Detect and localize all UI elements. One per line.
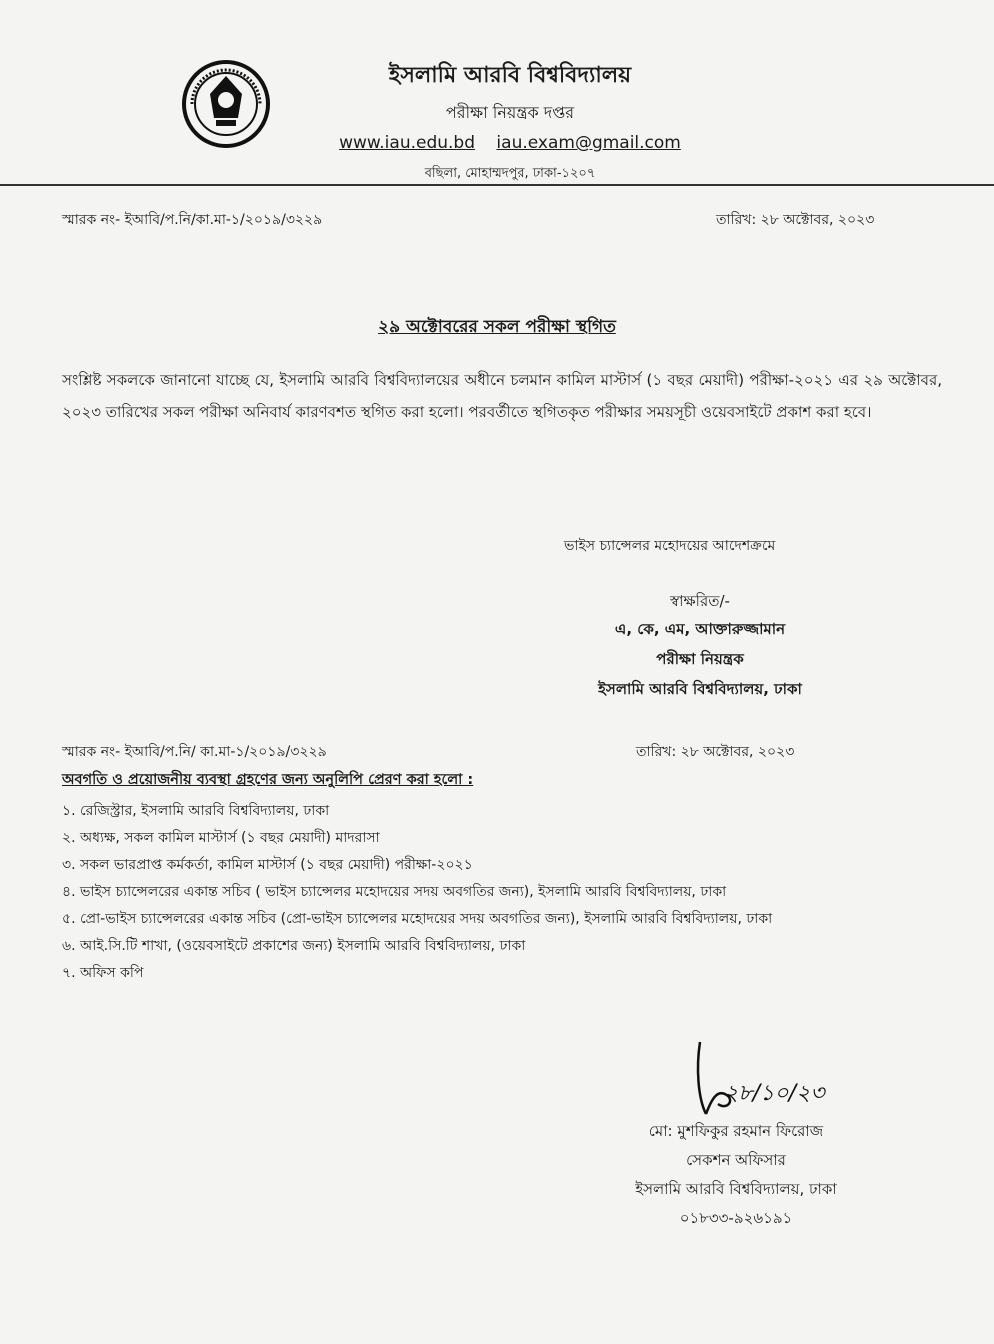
list-item: ৪. ভাইস চ্যান্সেলরের একান্ত সচিব ( ভাইস চ্যান্সেলর মহোদয়ের সদয় অবগতির জন্য), ইসলামি আরবি বিশ্ববিদ্যালয়, ঢাকা: [62, 884, 727, 900]
officer-phone: ০১৮৩৩-৯২৬১৯১: [679, 1209, 793, 1227]
signatory-name: এ, কে, এম, আক্তারুজ্জামান: [614, 620, 786, 638]
list-item: ৬. আই.সি.টি শাখা, (ওয়েবসাইটে প্রকাশের জন্য) ইসলামি আরবি বিশ্ববিদ্যালয়, ঢাকা: [62, 938, 526, 954]
signatory-block: [540, 590, 860, 708]
officer-designation: সেকশন অফিসার: [686, 1151, 786, 1169]
university-address: বছিলা, মোহাম্মদপুর, ঢাকা-১২০৭: [424, 166, 596, 181]
notice-subject: [0, 314, 994, 342]
university-name: ইসলামি আরবি বিশ্ববিদ্যালয়: [388, 63, 632, 88]
memo-date: তারিখ: ২৮ অক্টোবর, ২০২৩: [716, 212, 875, 228]
office-name: পরীক্ষা নিয়ন্ত্রক দপ্তর: [445, 103, 575, 122]
copy-heading: অবগতি ও প্রয়োজনীয় ব্যবস্থা গ্রহণের জন্য অনুলিপি প্রেরণ করা হলো :: [62, 772, 474, 788]
copy-memo-date: তারিখ: ২৮ অক্টোবর, ২০২৩: [636, 744, 795, 760]
memo-reference: স্মারক নং- ইআবি/প.নি/কা.মা-১/২০১৯/৩২২৯: [62, 212, 323, 228]
notice-body: সংশ্লিষ্ট সকলকে জানানো যাচ্ছে যে, ইসলামি আরবি বিশ্ববিদ্যালয়ের অধীনে চলমান কামিল মাস্টার্স (১ বছর মেয়াদী) পরীক্ষা-২০২১ এর ২৯ অক্টোবর, ২০২৩ তারিখের সকল পরীক্ষা অনিবার্য কারণবশত স্থগিত করা হলো। পরবর্তীতে স্থগিতকৃত পরীক্ষার সময়সূচী ওয়েবসাইটে প্রকাশ করা হবে।: [62, 371, 942, 421]
officer-name: মো: মুশফিকুর রহমান ফিরোজ: [648, 1122, 824, 1140]
notice-subject-text: ২৯ অক্টোবরের সকল পরীক্ষা স্থগিত: [378, 317, 616, 337]
list-item: ১. রেজিস্ট্রার, ইসলামি আরবি বিশ্ববিদ্যালয়, ঢাকা: [62, 803, 330, 819]
officer-org: ইসলামি আরবি বিশ্ববিদ্যালয়, ঢাকা: [635, 1180, 837, 1198]
signatory-designation: পরীক্ষা নিয়ন্ত্রক: [656, 650, 744, 668]
handwritten-date: ২৮/১০/২৩: [724, 1081, 825, 1106]
order-line: ভাইস চ্যান্সেলর মহোদয়ের আদেশক্রমে: [564, 538, 776, 554]
copy-memo-reference: স্মারক নং- ইআবি/প.নি/ কা.মা-১/২০১৯/৩২২৯: [62, 744, 327, 760]
copy-recipient-list: [62, 798, 772, 987]
handwritten-signature: [688, 1038, 838, 1118]
email-link[interactable]: iau.exam@gmail.com: [496, 133, 681, 153]
contact-links: [300, 133, 720, 153]
header-divider: [0, 184, 994, 186]
officer-block: [596, 1120, 876, 1236]
signed-mark: স্বাক্ষরিত/-: [670, 592, 730, 610]
list-item: ৭. অফিস কপি: [62, 965, 144, 981]
university-seal-logo: [182, 60, 270, 148]
list-item: ৫. প্রো-ভাইস চ্যান্সেলরের একান্ত সচিব (প্রো-ভাইস চ্যান্সেলর মহোদয়ের সদয় অবগতির জন্য), ইসলামি আরবি বিশ্ববিদ্যালয়, ঢাকা: [62, 911, 773, 927]
signatory-org: ইসলামি আরবি বিশ্ববিদ্যালয়, ঢাকা: [598, 680, 802, 698]
list-item: ৩. সকল ভারপ্রাপ্ত কর্মকর্তা, কামিল মাস্টার্স (১ বছর মেয়াদী) পরীক্ষা-২০২১: [62, 857, 473, 873]
list-item: ২. অধ্যক্ষ, সকল কামিল মাস্টার্স (১ বছর মেয়াদী) মাদরাসা: [62, 830, 380, 846]
website-link[interactable]: www.iau.edu.bd: [339, 133, 476, 153]
